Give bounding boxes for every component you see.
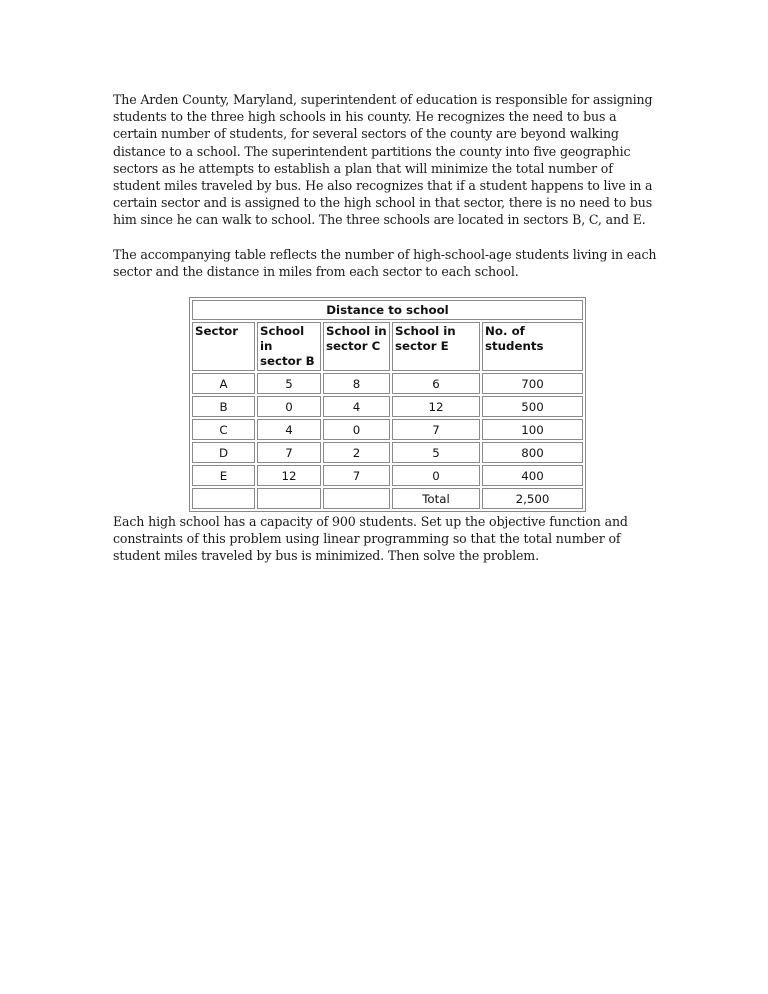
header-sector: Sector — [192, 322, 255, 371]
table-caption-row — [192, 300, 583, 320]
cell-distance-c: 8 — [323, 373, 390, 394]
cell-distance-e: 5 — [392, 442, 480, 463]
cell-distance-b: 4 — [257, 419, 321, 440]
distance-table — [189, 297, 586, 512]
table-intro-paragraph: The accompanying table reflects the number of high-school-age students living in each sector and the distance in miles from each sector to each school. — [113, 247, 657, 280]
table-header-row — [192, 322, 583, 371]
cell-students: 400 — [482, 465, 583, 486]
table-row — [192, 373, 583, 394]
cell-distance-b: 12 — [257, 465, 321, 486]
cell-students: 500 — [482, 396, 583, 417]
cell-distance-e: 6 — [392, 373, 480, 394]
table-row — [192, 442, 583, 463]
cell-distance-c: 0 — [323, 419, 390, 440]
cell-sector: D — [192, 442, 255, 463]
table-total-row — [192, 488, 583, 509]
empty-cell — [192, 488, 255, 509]
table-row — [192, 465, 583, 486]
cell-distance-e: 7 — [392, 419, 480, 440]
empty-cell — [323, 488, 390, 509]
cell-distance-b: 7 — [257, 442, 321, 463]
cell-distance-e: 12 — [392, 396, 480, 417]
cell-students: 100 — [482, 419, 583, 440]
intro-paragraph: The Arden County, Maryland, superintendent of education is responsible for assigning students to the three high schools in his county. He recognizes the need to bus a certain number of students, for several sectors of the county are beyond walking distance to a school. The superintendent partitions the county into five geographic sectors as he attempts to establish a plan that will minimize the total number of student miles traveled by bus. He also recognizes that if a student happens to live in a certain sector and is assigned to the high school in that sector, there is no need to bus him since he can walk to school. The three schools are located in sectors B, C, and E. — [113, 92, 653, 228]
header-school-e: School in sector E — [392, 322, 480, 371]
table-row — [192, 396, 583, 417]
cell-distance-c: 4 — [323, 396, 390, 417]
empty-cell — [257, 488, 321, 509]
cell-distance-c: 7 — [323, 465, 390, 486]
table-row — [192, 419, 583, 440]
cell-sector: C — [192, 419, 255, 440]
cell-students: 800 — [482, 442, 583, 463]
cell-students: 700 — [482, 373, 583, 394]
cell-sector: E — [192, 465, 255, 486]
cell-distance-c: 2 — [323, 442, 390, 463]
task-paragraph: Each high school has a capacity of 900 students. Set up the objective function and constraints of this problem using linear programming so that the total number of student miles traveled by bus is minimized. Then solve the problem. — [113, 514, 628, 564]
cell-distance-b: 5 — [257, 373, 321, 394]
header-students: No. of students — [482, 322, 583, 371]
header-school-c: School in sector C — [323, 322, 390, 371]
cell-sector: A — [192, 373, 255, 394]
total-label: Total — [392, 488, 480, 509]
total-value: 2,500 — [482, 488, 583, 509]
cell-sector: B — [192, 396, 255, 417]
cell-distance-e: 0 — [392, 465, 480, 486]
table-caption: Distance to school — [192, 300, 583, 320]
header-school-b: School in sector B — [257, 322, 321, 371]
cell-distance-b: 0 — [257, 396, 321, 417]
